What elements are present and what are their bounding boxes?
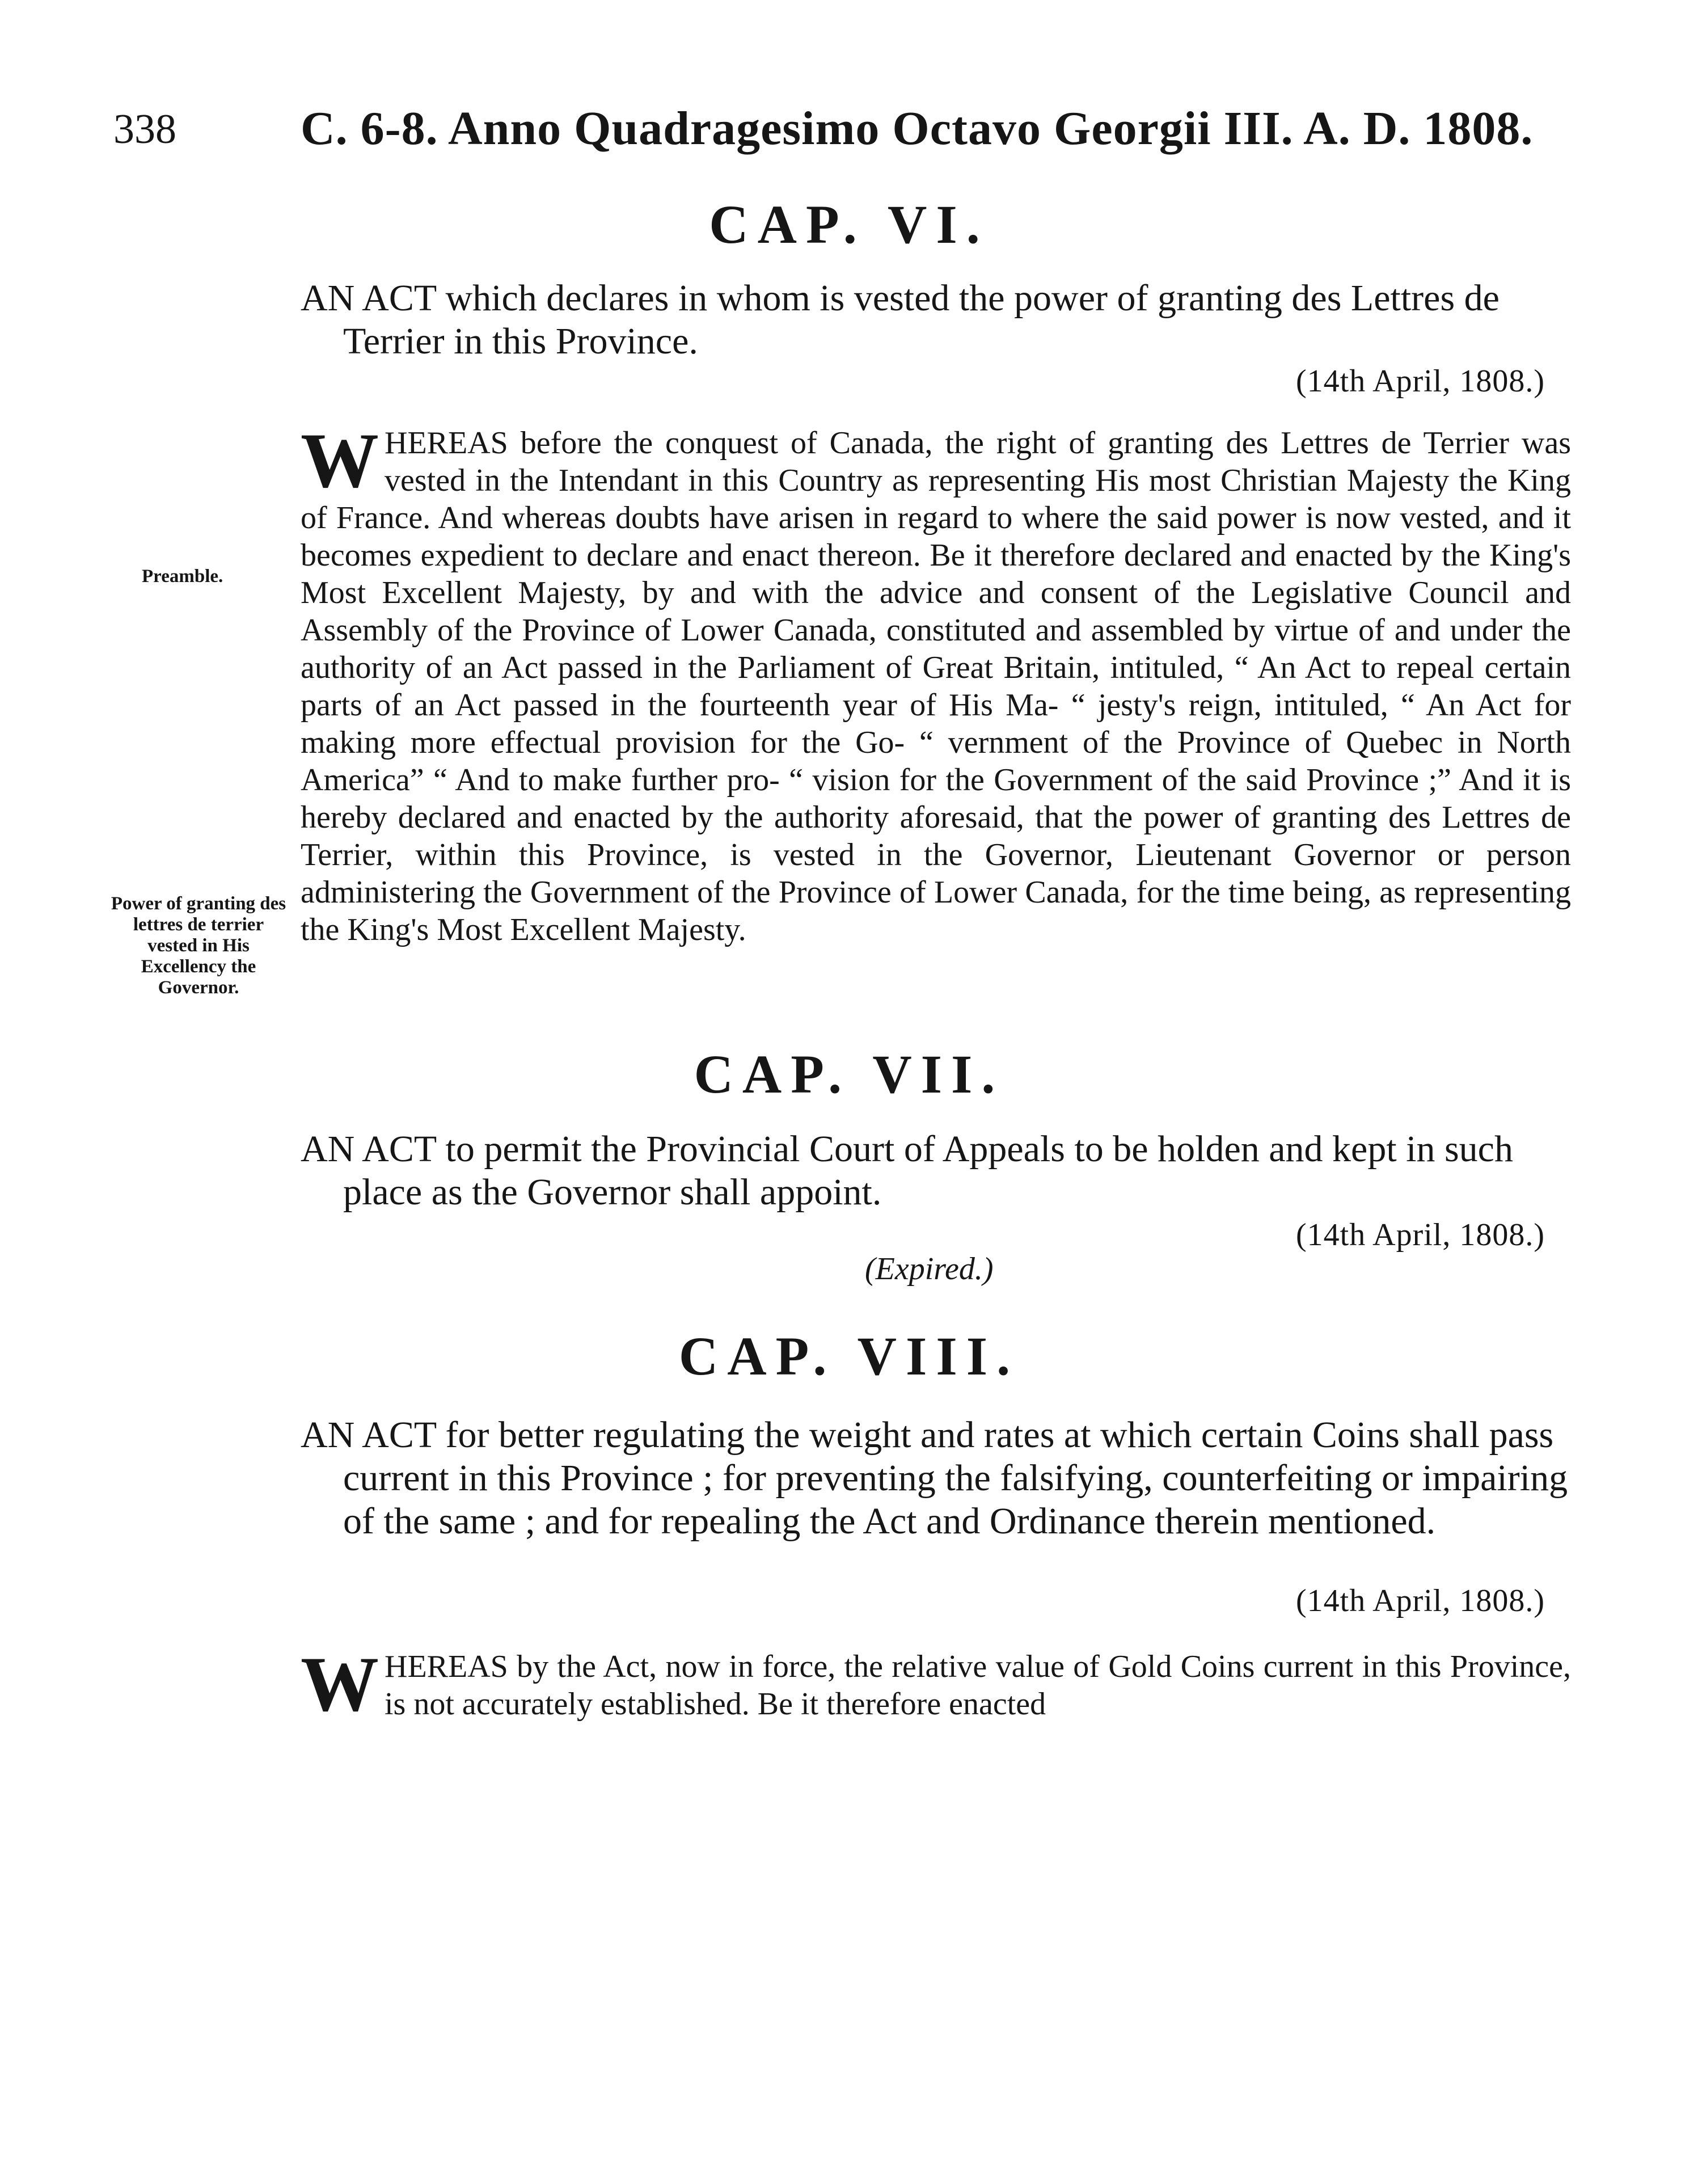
margin-note-preamble: Preamble. (142, 566, 223, 587)
page-number: 338 (113, 106, 176, 153)
cap-8-date: (14th April, 1808.) (1296, 1583, 1545, 1618)
cap-8-heading: CAP. VIII. (678, 1326, 1020, 1386)
cap-8-body (301, 1641, 1571, 1727)
running-head (113, 101, 1577, 163)
running-title: C. 6-8. Anno Quadragesimo Octavo Georgii III. A. D. 1808. (301, 102, 1534, 155)
cap-6-dropcap: W (301, 417, 379, 504)
cap-6-date: (14th April, 1808.) (1296, 364, 1545, 399)
cap-6-heading: CAP. VI. (709, 194, 989, 255)
cap-8-title: AN ACT for better regulating the weight and rates at which certain Coins shall pass current in this Province ; for preventing the falsifying, counterfeiting or impairing of the same ; and for repealing the Act and Ordinance therein mentioned. (301, 1414, 1568, 1542)
cap-7-status: (Expired.) (865, 1251, 994, 1287)
margin-note-power: Power of granting des lettres de terrier vested in His Excellency the Governor. (111, 893, 286, 998)
cap-6-body (301, 417, 1571, 948)
cap-8-dropcap: W (301, 1641, 379, 1727)
cap-7-heading: CAP. VII. (694, 1044, 1004, 1104)
cap-6-text: HEREAS before the conquest of Canada, the right of granting des Lettres de Terrier was vested in the Intendant in this Country as representing His most Christian Majesty the King of France. And whereas doubts have arisen in regard to where the said power is now vested, and it becomes expedient to declare and enact thereon. Be it therefore declared and enacted by the King's Most Excellent Majesty, by and with the advice and consent of the Legislative Council and Assembly of the Province of Lower Canada, constituted and assembled by virtue of and under the authority of an Act passed in the Parliament of Great Britain, intituled, “ An Act to repeal certain parts of an Act passed in the fourteenth year of His Ma- “ jesty's reign, intituled, “ An Act for making more effectual provision for the Go- “ vernment of the Province of Quebec in North America” “ And to make further pro- “ vision for the Government of the said Province ;” And it is hereby declared and enacted by the authority aforesaid, that the power of granting des Lettres de Terrier, within this Province, is vested in the Governor, Lieutenant Governor or person administering the Government of the Province of Lower Canada, for the time being, as representing the King's Most Excellent Majesty. (301, 425, 1571, 947)
cap-8-text: HEREAS by the Act, now in force, the relative value of Gold Coins current in this Province, is not accurately established. Be it therefore enacted (385, 1649, 1571, 1722)
cap-6-title: AN ACT which declares in whom is vested the power of granting des Lettres de Terrier in this Province. (301, 277, 1500, 362)
cap-7-date: (14th April, 1808.) (1296, 1217, 1545, 1253)
cap-7-title: AN ACT to permit the Provincial Court of Appeals to be holden and kept in such place as the Governor shall appoint. (301, 1128, 1513, 1213)
